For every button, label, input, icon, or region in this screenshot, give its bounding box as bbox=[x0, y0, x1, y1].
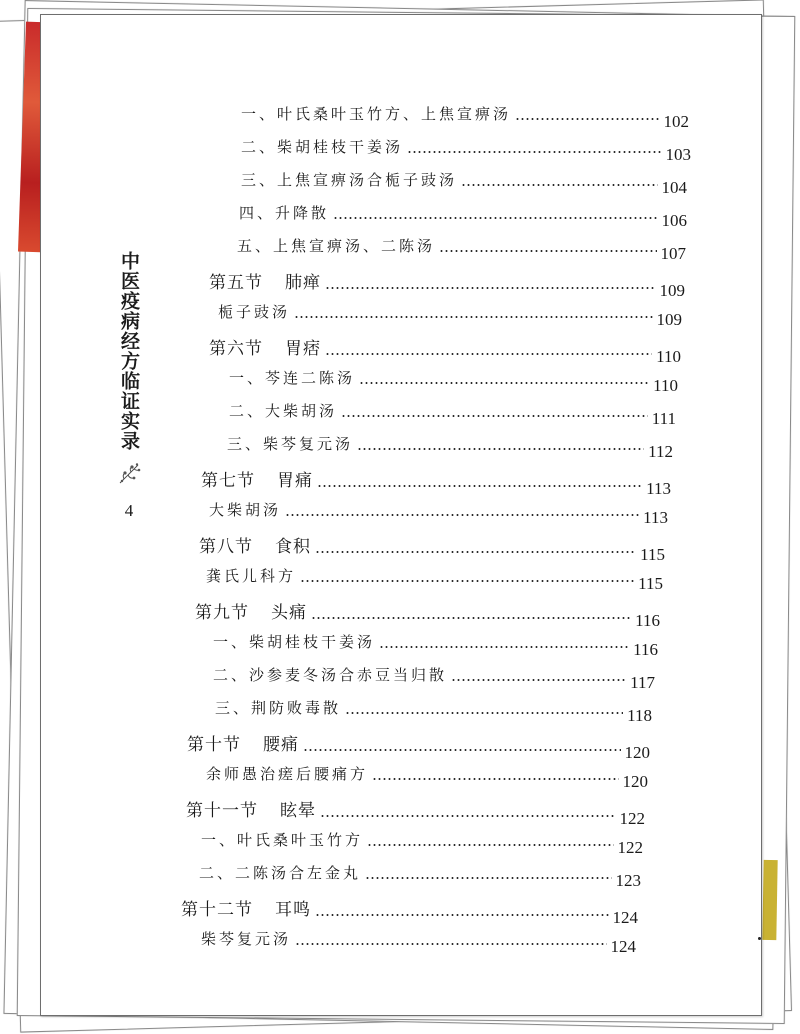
toc-item-label: 栀子豉汤 bbox=[218, 303, 291, 321]
dot-leader bbox=[407, 151, 661, 153]
dot-leader bbox=[294, 316, 652, 318]
toc-item-label: 二、柴胡桂枝干姜汤 bbox=[241, 138, 404, 156]
dot-leader bbox=[315, 914, 609, 916]
toc-section-label: 第十一节 眩晕 bbox=[186, 801, 316, 821]
toc-item-row bbox=[199, 862, 641, 890]
toc-page-number: 116 bbox=[633, 640, 658, 659]
book-cover-edge bbox=[762, 860, 777, 940]
toc-page-number: 118 bbox=[627, 706, 652, 725]
dot-leader bbox=[333, 217, 657, 219]
toc-item-row bbox=[241, 169, 687, 197]
toc-section-name: 肺瘅 bbox=[285, 273, 321, 293]
toc-section-label: 第七节 胃痛 bbox=[201, 471, 313, 491]
toc-item-label: 二、沙参麦冬汤合赤豆当归散 bbox=[213, 666, 448, 684]
toc-item-row bbox=[218, 301, 682, 329]
toc-page-number: 113 bbox=[643, 508, 668, 527]
toc-page-number: 122 bbox=[617, 838, 643, 857]
page-number: 4 bbox=[124, 501, 134, 520]
toc-item-row bbox=[206, 565, 663, 593]
toc-section-row bbox=[186, 796, 645, 828]
toc-section-label: 第九节 头痛 bbox=[195, 603, 307, 623]
toc-item-row bbox=[229, 400, 676, 428]
toc-section-name: 腰痛 bbox=[263, 735, 299, 755]
floral-ornament-icon bbox=[116, 461, 142, 487]
toc-page-number: 102 bbox=[663, 112, 689, 131]
dot-leader bbox=[285, 514, 639, 516]
dot-leader bbox=[365, 877, 611, 879]
toc-page-number: 122 bbox=[619, 809, 645, 828]
dot-leader bbox=[317, 485, 642, 487]
toc-page-number: 110 bbox=[656, 347, 681, 366]
toc-item-row bbox=[241, 136, 691, 164]
toc-section-name: 胃痛 bbox=[277, 471, 313, 491]
toc-section-name: 眩晕 bbox=[280, 801, 316, 821]
toc-item-row bbox=[237, 235, 686, 263]
dot-leader bbox=[325, 353, 652, 355]
toc-section-label: 第五节 肺瘅 bbox=[209, 273, 321, 293]
dot-leader bbox=[295, 943, 606, 945]
toc-item-label: 一、芩连二陈汤 bbox=[229, 369, 356, 387]
dot-leader bbox=[315, 551, 636, 553]
toc-item-label: 三、柴芩复元汤 bbox=[227, 435, 354, 453]
toc-item-row bbox=[241, 103, 689, 131]
toc-item-label: 柴芩复元汤 bbox=[201, 930, 292, 948]
toc-page-number: 111 bbox=[651, 409, 676, 428]
running-header bbox=[115, 251, 143, 521]
toc-section-name: 头痛 bbox=[271, 603, 307, 623]
book-title: 中医疫病经方临证实录 bbox=[118, 251, 140, 451]
dot-leader bbox=[367, 844, 613, 846]
toc-item-label: 三、荆防败毒散 bbox=[215, 699, 342, 717]
dot-leader bbox=[357, 448, 644, 450]
dot-leader bbox=[341, 415, 648, 417]
toc-item-row bbox=[213, 631, 658, 659]
toc-section-label: 第十节 腰痛 bbox=[187, 735, 299, 755]
toc-page-number: 115 bbox=[638, 574, 663, 593]
toc-page-number: 116 bbox=[635, 611, 660, 630]
toc-item-row bbox=[213, 664, 655, 692]
dot-leader bbox=[461, 184, 657, 186]
dot-leader bbox=[303, 749, 621, 751]
dot-leader bbox=[379, 646, 629, 648]
toc-section-name: 耳鸣 bbox=[275, 900, 311, 920]
toc-section-row bbox=[195, 598, 660, 630]
toc-item-label: 大柴胡汤 bbox=[209, 501, 282, 519]
dot-leader bbox=[300, 580, 634, 582]
toc-item-row bbox=[201, 928, 636, 956]
dot-leader bbox=[325, 287, 656, 289]
toc-page-number: 124 bbox=[610, 937, 636, 956]
toc-item-row bbox=[229, 367, 678, 395]
toc-section-row bbox=[181, 895, 638, 927]
toc-section-name: 食积 bbox=[275, 537, 311, 557]
toc-section-label: 第十二节 耳鸣 bbox=[181, 900, 311, 920]
toc-item-row bbox=[227, 433, 673, 461]
toc-page bbox=[40, 14, 762, 1016]
toc-item-label: 一、叶氏桑叶玉竹方 bbox=[201, 831, 364, 849]
toc-item-row bbox=[206, 763, 648, 791]
toc-item-label: 龚氏儿科方 bbox=[206, 567, 297, 585]
toc-item-row bbox=[239, 202, 687, 230]
toc-item-label: 一、叶氏桑叶玉竹方、上焦宣痹汤 bbox=[241, 105, 512, 123]
toc-page-number: 120 bbox=[622, 772, 648, 791]
toc-section-row bbox=[209, 334, 681, 366]
dot-leader bbox=[311, 617, 631, 619]
dot-leader bbox=[359, 382, 649, 384]
toc-section-name: 胃痞 bbox=[285, 339, 321, 359]
toc-page-number: 123 bbox=[615, 871, 641, 890]
toc-page-number: 117 bbox=[630, 673, 655, 692]
dot-leader bbox=[451, 679, 626, 681]
toc-item-row bbox=[215, 697, 652, 725]
toc-item-label: 二、大柴胡汤 bbox=[229, 402, 338, 420]
toc-section-row bbox=[199, 532, 665, 564]
toc-section-row bbox=[187, 730, 650, 762]
toc-item-label: 一、柴胡桂枝干姜汤 bbox=[213, 633, 376, 651]
toc-page-number: 109 bbox=[656, 310, 682, 329]
toc-section-row bbox=[201, 466, 671, 498]
dot-leader bbox=[439, 250, 656, 252]
toc-page-number: 106 bbox=[661, 211, 687, 230]
toc-page-number: 103 bbox=[665, 145, 691, 164]
toc-section-label: 第六节 胃痞 bbox=[209, 339, 321, 359]
toc-item-row bbox=[209, 499, 668, 527]
toc-item-label: 四、升降散 bbox=[239, 204, 330, 222]
toc-page-number: 110 bbox=[653, 376, 678, 395]
toc-page-number: 112 bbox=[648, 442, 673, 461]
toc-page-number: 115 bbox=[640, 545, 665, 564]
toc-page-number: 109 bbox=[659, 281, 685, 300]
toc-page-number: 120 bbox=[624, 743, 650, 762]
toc-item-row bbox=[201, 829, 643, 857]
dot-leader bbox=[320, 815, 616, 817]
toc-section-row bbox=[209, 268, 685, 300]
toc-section-label: 第八节 食积 bbox=[199, 537, 311, 557]
toc-item-label: 二、二陈汤合左金丸 bbox=[199, 864, 362, 882]
toc-item-label: 余师愚治瘥后腰痛方 bbox=[206, 765, 369, 783]
toc-page-number: 113 bbox=[646, 479, 671, 498]
toc-page-number: 107 bbox=[660, 244, 686, 263]
toc-page-number: 124 bbox=[612, 908, 638, 927]
toc-item-label: 五、上焦宣痹汤、二陈汤 bbox=[237, 237, 436, 255]
dot-leader bbox=[515, 118, 659, 120]
toc-page-number: 104 bbox=[661, 178, 687, 197]
dot-leader bbox=[372, 778, 618, 780]
dot-leader bbox=[345, 712, 623, 714]
print-speck bbox=[758, 937, 761, 940]
toc-item-label: 三、上焦宣痹汤合栀子豉汤 bbox=[241, 171, 458, 189]
